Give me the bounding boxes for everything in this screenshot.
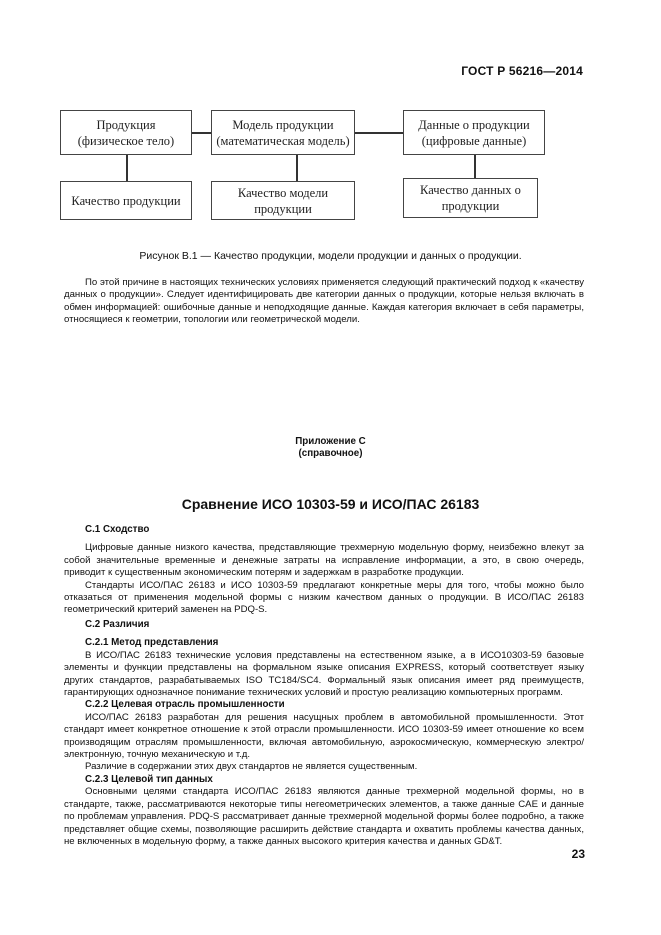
paragraph: Стандарты ИСО/ПАС 26183 и ИСО 10303-59 предлагают конкретные меры для того, чтобы можно было отказаться от применения модельной формы с низким качеством данных о продукции. В ИСО/ПАС 26183 геометрический критерий заменен на PDQ-S. <box>64 579 584 616</box>
box-product-data <box>403 110 545 155</box>
box-text: продукции <box>254 201 312 216</box>
box-data-quality <box>403 178 538 218</box>
paragraph: ИСО/ПАС 26183 разработан для решения насущных проблем в автомобильной промышленности. Этот стандарт имеет конкретное отношение к этой отрасли промышленности. ИСО 10303-59 имеет отношение ко всем производящим отраслям промышленности, включая автомобильную, аэрокосмическую, коммерческую электро/электронную, точную механическую и т.д. <box>64 711 584 761</box>
heading-c23: С.2.3 Целевой тип данных <box>85 773 213 785</box>
paragraph: В ИСО/ПАС 26183 технические условия представлены на естественном языке, а в ИСО10303-59 базовые элементы и функции представлены на формальном языке описания EXPRESS, который соответствует языку других стандартов, разрабатываемых ISO TC184/SC4. Формальный язык описания имеет ряд преимуществ, гарантирующих однозначное понимание технических условий и простую реализацию компьютерных программ. <box>64 649 584 699</box>
box-text: (математическая модель) <box>216 133 350 148</box>
connector-line <box>296 155 298 181</box>
annex-title: Сравнение ИСО 10303-59 и ИСО/ПАС 26183 <box>181 496 480 512</box>
paragraph: Основными целями стандарта ИСО/ПАС 26183 являются данные трехмерной модельной формы, но в стандарте, также, рассматриваются некоторые типы негеометрических элементов, а также данные CAE и данные по проблемам управления. PDQ-S рассматривает данные трехмерной модельной формы более подробно, а также представляет общие схемы, позволяющие расширить действие стандарта и охватить проблемы качества данных, не включенных в модельную форму, а также данных высокого критерия качества и данных GD&T. <box>64 786 584 847</box>
box-model-quality <box>211 181 355 220</box>
section-c1 <box>64 524 584 617</box>
page-number: 23 <box>571 847 585 861</box>
heading-c2: С.2 Различия <box>85 619 150 630</box>
figure-caption: Рисунок В.1 — Качество продукции, модели продукции и данных о продукции. <box>139 250 522 262</box>
box-text: Данные о продукции <box>418 117 530 132</box>
annex-label: Приложение С <box>295 436 366 447</box>
box-text: Качество продукции <box>71 193 181 208</box>
box-text: Качество данных о <box>420 183 521 197</box>
box-text: продукции <box>441 199 500 213</box>
heading-c22: С.2.2 Целевая отрасль промышленности <box>85 699 285 711</box>
box-text: Продукция <box>96 117 156 132</box>
intro-paragraph: По этой причине в настоящих технических условиях применяется следующий практический подход к «качеству данных о продукции». Следует идентифицировать две категории данных о продукции, которые нельзя включать в обмен информацией: ошибочные данные и неподходящие данные. Каждая категория включает в себя параметры, относящиеся к геометрии, топологии или геометрической модели. <box>64 277 584 326</box>
connector-line <box>474 155 476 178</box>
box-product-quality <box>60 181 192 220</box>
connector-line <box>126 155 128 181</box>
box-text: Модель продукции <box>232 117 334 132</box>
document-header-id: ГОСТ Р 56216—2014 <box>461 64 583 78</box>
annex-type: (справочное) <box>298 448 363 459</box>
connector-line <box>355 132 403 134</box>
annex-header <box>0 436 661 460</box>
box-product <box>60 110 192 155</box>
heading-c21: С.2.1 Метод представления <box>85 637 219 649</box>
box-text: (физическое тело) <box>77 133 175 148</box>
paragraph: Цифровые данные низкого качества, представляющие трехмерную модельную форму, неизбежно влекут за собой значительные временные и денежные затраты на исправление информации, а это, в свою очередь, приводит к существенным экономическим потерям и задержкам в разработке продукции. <box>64 542 584 579</box>
section-c2 <box>64 619 584 848</box>
box-text: Качество модели <box>237 185 329 200</box>
box-product-model <box>211 110 355 155</box>
paragraph: Различие в содержании этих двух стандартов не является существенным. <box>85 761 418 773</box>
heading-c1: С.1 Сходство <box>85 524 150 535</box>
connector-line <box>192 132 211 134</box>
box-text: (цифровые данные) <box>421 133 527 148</box>
intro-section <box>64 277 584 327</box>
